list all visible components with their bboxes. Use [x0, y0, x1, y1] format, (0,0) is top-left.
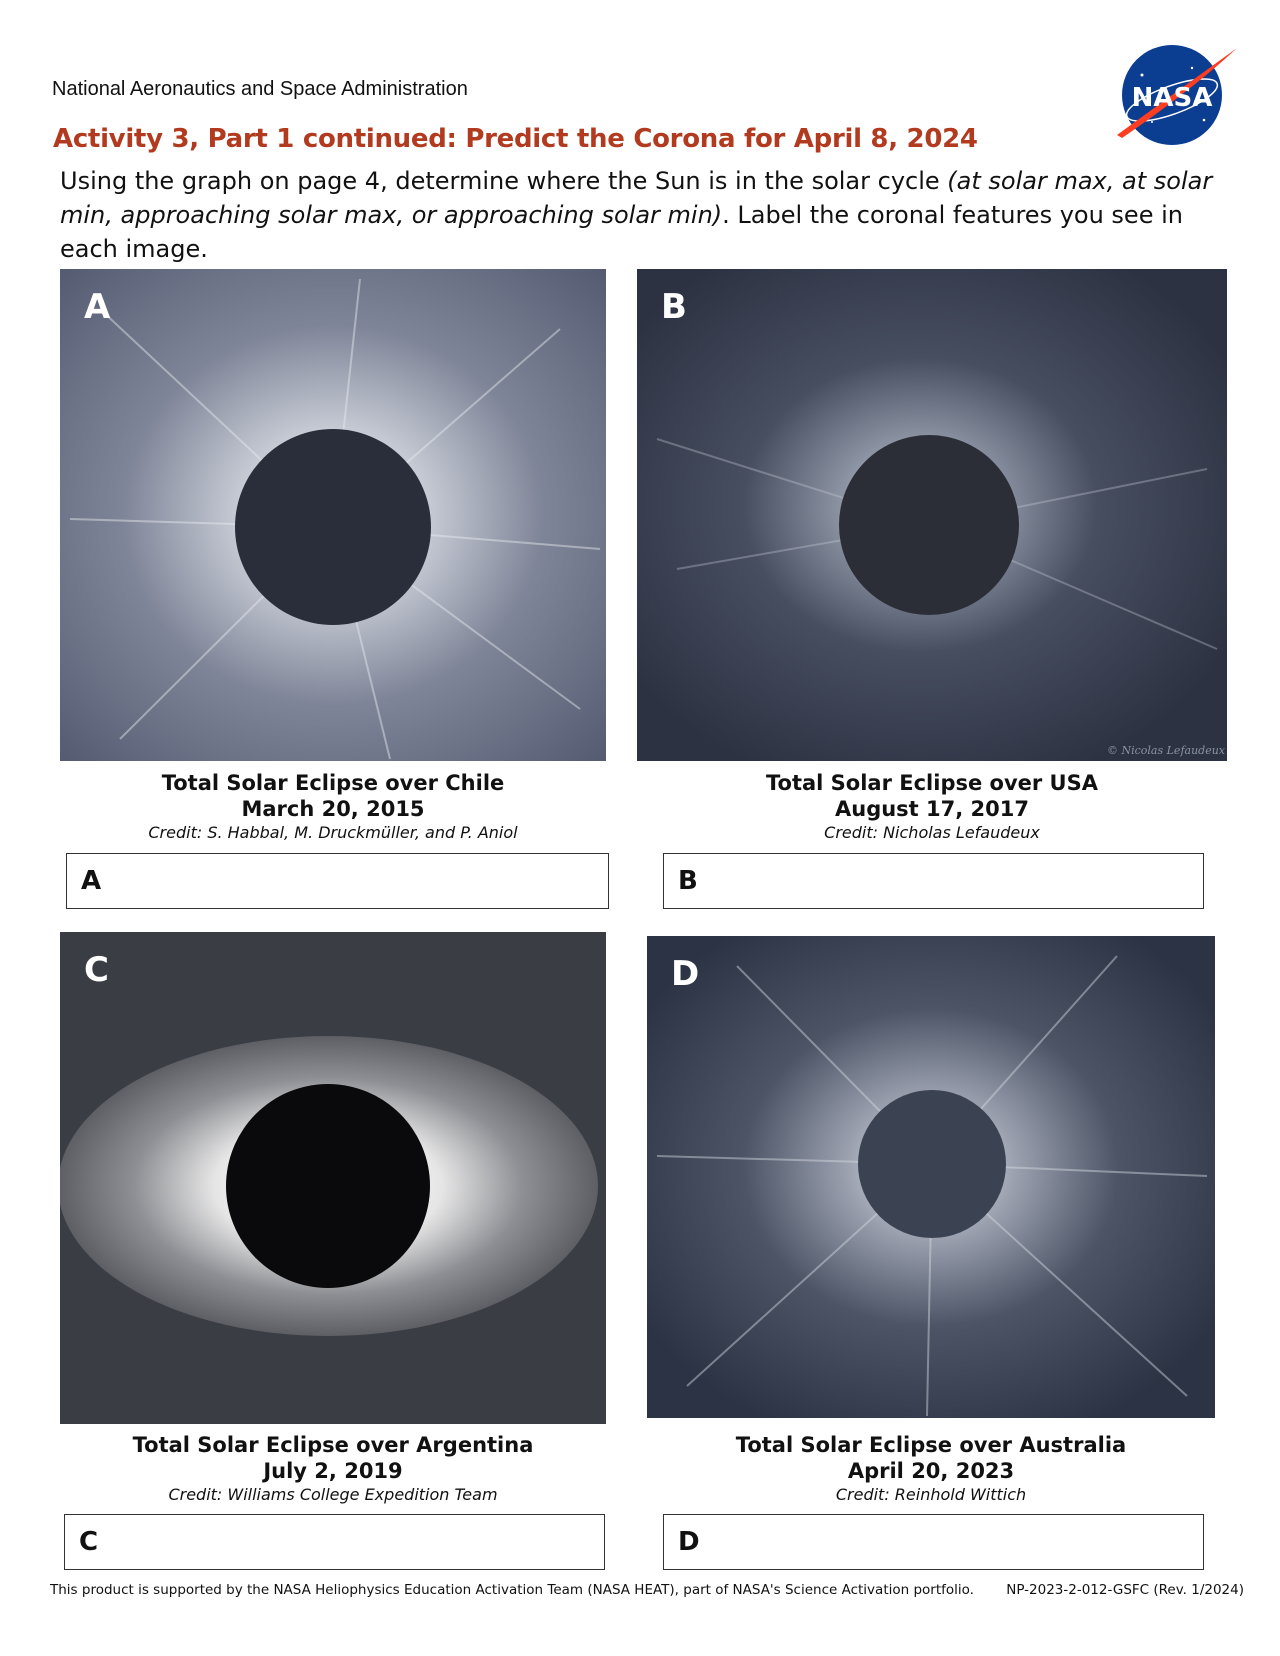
- caption-credit-c: Credit: Williams College Expedition Team: [168, 1485, 498, 1504]
- caption-title-d: Total Solar Eclipse over Australia: [735, 1433, 1127, 1457]
- photo-label-b: B: [661, 287, 687, 327]
- caption-title-b: Total Solar Eclipse over USA: [765, 771, 1098, 795]
- agency-name: National Aeronautics and Space Administration: [52, 78, 468, 100]
- answer-label-d: D: [678, 1527, 700, 1557]
- eclipse-photo-a: [60, 269, 606, 761]
- photo-watermark-b: © Nicolas Lefaudeux: [1106, 744, 1225, 757]
- caption-date-b: August 17, 2017: [835, 797, 1029, 821]
- footer-support: This product is supported by the NASA Heliophysics Education Activation Team (NASA HEAT), part of NASA's Science Activation portfolio.: [50, 1582, 974, 1598]
- instructions-part1: Using the graph on page 4, determine where the Sun is in the solar cycle: [60, 167, 948, 195]
- photo-label-d: D: [671, 954, 700, 994]
- instructions-options: (at solar max, at solar min, approaching solar max, or approaching solar min): [60, 167, 1213, 229]
- caption-date-c: July 2, 2019: [263, 1459, 403, 1483]
- nasa-logo: [1112, 40, 1242, 150]
- caption-b: [637, 770, 1227, 844]
- eclipse-photo-c: [60, 932, 606, 1424]
- answer-box-d[interactable]: [663, 1514, 1204, 1570]
- caption-credit-a: Credit: S. Habbal, M. Druckmüller, and P. Aniol: [148, 823, 518, 842]
- caption-credit-d: Credit: Reinhold Wittich: [835, 1485, 1027, 1504]
- answer-label-c: C: [79, 1527, 99, 1557]
- photo-label-c: C: [84, 950, 109, 990]
- footer-doc-id: NP-2023-2-012-GSFC (Rev. 1/2024): [1006, 1582, 1244, 1598]
- answer-box-b[interactable]: [663, 853, 1204, 909]
- caption-d: [647, 1432, 1215, 1506]
- caption-credit-b: Credit: Nicholas Lefaudeux: [824, 823, 1040, 842]
- caption-date-a: March 20, 2015: [241, 797, 425, 821]
- answer-box-c[interactable]: [64, 1514, 605, 1570]
- instructions: [60, 164, 1240, 266]
- answer-box-a[interactable]: [66, 853, 609, 909]
- eclipse-photo-d: [647, 936, 1215, 1418]
- activity-title: Activity 3, Part 1 continued: Predict the Corona for April 8, 2024: [53, 124, 978, 154]
- caption-c: [60, 1432, 606, 1506]
- eclipse-photo-b: [637, 269, 1227, 761]
- caption-a: [60, 770, 606, 844]
- svg-text:NASA: NASA: [1131, 83, 1213, 113]
- photo-label-a: A: [84, 287, 111, 327]
- answer-label-b: B: [678, 866, 698, 896]
- instructions-part2: . Label the coronal features you see in each image.: [60, 201, 1183, 263]
- caption-date-d: April 20, 2023: [847, 1459, 1015, 1483]
- caption-title-c: Total Solar Eclipse over Argentina: [132, 1433, 534, 1457]
- answer-label-a: A: [81, 866, 102, 896]
- caption-title-a: Total Solar Eclipse over Chile: [161, 771, 505, 795]
